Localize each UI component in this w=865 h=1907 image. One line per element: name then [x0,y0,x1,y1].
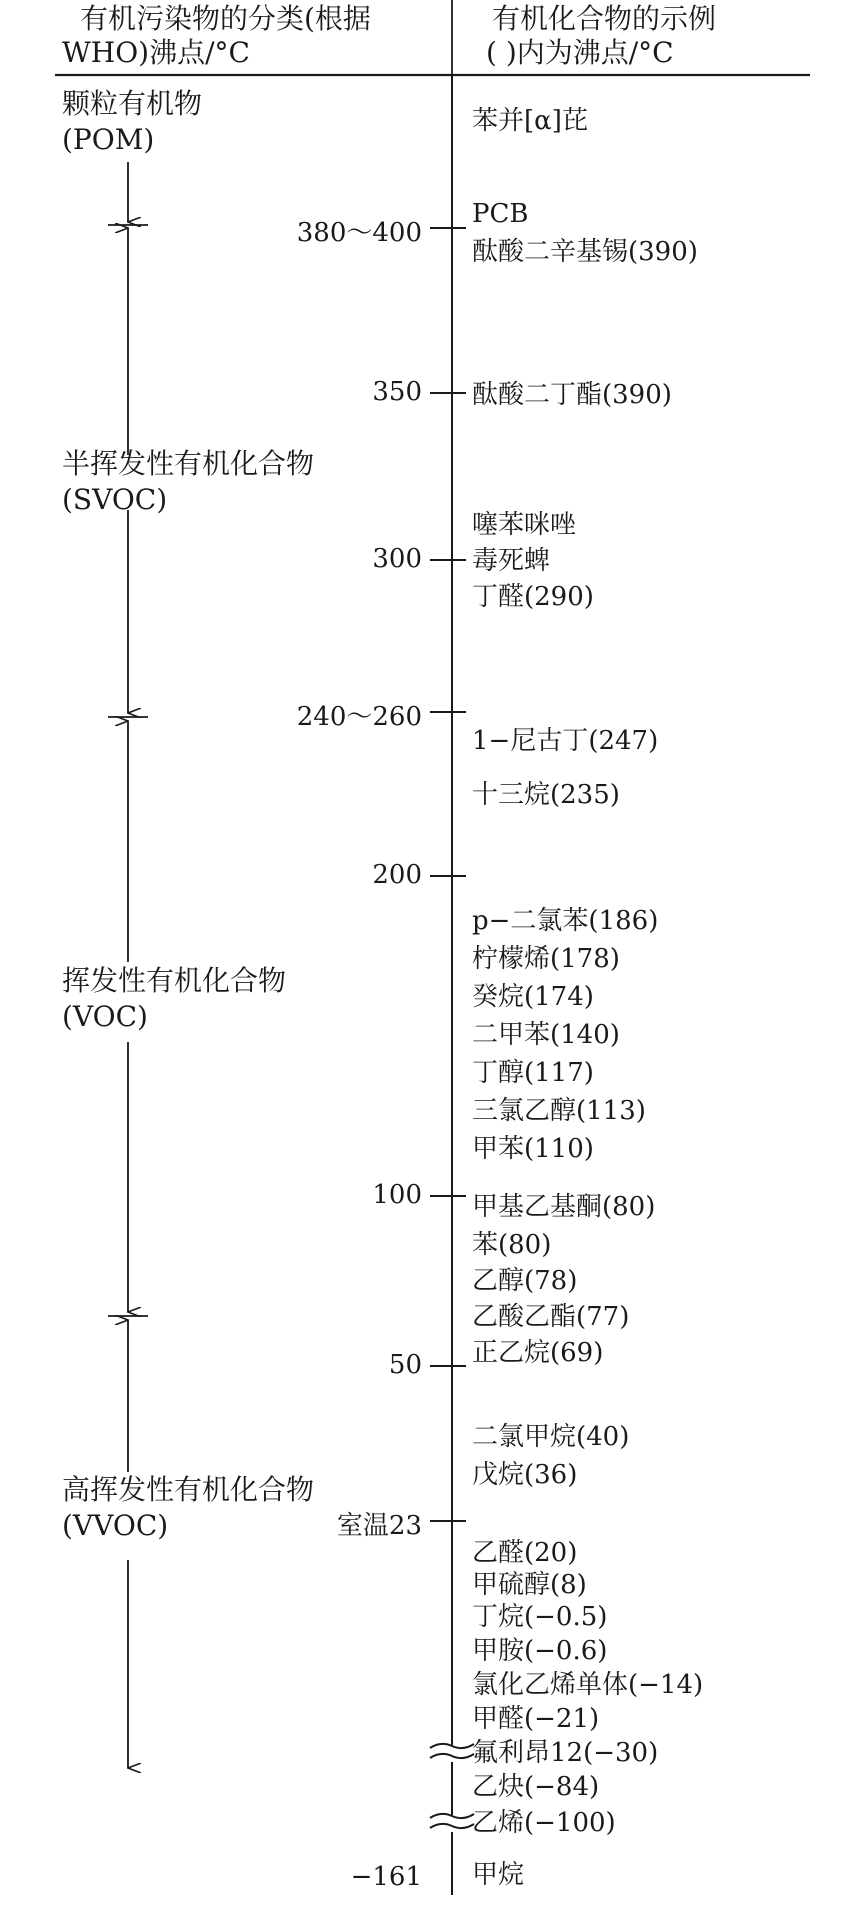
tick-label-200: 200 [372,860,422,890]
header-classification-subtitle: WHO)沸点/°C [62,36,250,69]
compound-item: 1−尼古丁(247) [472,726,659,756]
axis-ticks [430,228,466,1521]
compound-item: 乙酸乙酯(77) [472,1302,630,1332]
compound-item: 戊烷(36) [472,1460,578,1490]
axis-break-1 [430,1744,474,1758]
compound-item: 丁醛(290) [472,582,594,612]
compound-item: 丁醇(117) [472,1058,594,1088]
compound-item: 苯并[α]芘 [472,106,588,136]
header-examples-subtitle: ( )内为沸点/°C [486,36,674,69]
category-pom-name: 颗粒有机物 [62,87,203,120]
compound-item: 正乙烷(69) [472,1338,604,1368]
compound-item: 乙炔(−84) [472,1772,600,1802]
compound-item: 三氯乙醇(113) [472,1096,646,1126]
compound-item: 二甲苯(140) [472,1020,620,1050]
tick-label-100: 100 [372,1180,422,1210]
compound-item: 酞酸二辛基锡(390) [472,237,698,267]
tick-label-300: 300 [372,544,422,574]
compound-item: 甲基乙基酮(80) [472,1192,656,1222]
compound-item: 乙醛(20) [472,1538,578,1568]
compound-item: 甲胺(−0.6) [472,1636,608,1666]
compound-item: 十三烷(235) [472,780,620,810]
category-vvoc-abbr: (VVOC) [62,1509,169,1542]
compound-item: 乙烯(−100) [472,1808,616,1838]
category-voc-abbr: (VOC) [62,1000,148,1033]
category-svoc-abbr: (SVOC) [62,483,168,516]
tick-label-240-260: 240～260 [296,702,422,732]
compound-item: 甲苯(110) [472,1134,594,1164]
compound-item: 毒死蜱 [472,546,551,576]
tick-label-50: 50 [388,1350,422,1380]
header-classification-title: 有机污染物的分类(根据 [80,2,371,35]
compound-item: 噻苯咪唑 [472,510,577,540]
category-pom-abbr: (POM) [62,123,155,156]
category-svoc-name: 半挥发性有机化合物 [62,447,315,480]
compound-item: 甲硫醇(8) [472,1570,587,1600]
compound-item: 苯(80) [472,1230,552,1260]
tick-label-380-400: 380～400 [296,218,422,248]
axis-break-2 [430,1814,474,1828]
compound-item: 丁烷(−0.5) [472,1602,608,1632]
tick-label-minus-161: −161 [350,1862,422,1892]
category-voc-name: 挥发性有机化合物 [62,964,287,997]
compound-item: 酞酸二丁酯(390) [472,380,672,410]
compound-item: 甲醛(−21) [472,1704,600,1734]
compound-item: 癸烷(174) [472,982,594,1012]
compound-item: 氯化乙烯单体(−14) [472,1670,704,1700]
compound-item: 氟利昂12(−30) [472,1738,659,1768]
compound-item: 柠檬烯(178) [472,944,620,974]
compound-item: PCB [472,199,529,229]
tick-label-room-temp: 室温23 [336,1511,422,1541]
tick-label-350: 350 [372,377,422,407]
header-examples-title: 有机化合物的示例 [492,2,717,35]
compound-item: 甲烷 [472,1860,525,1890]
compound-item: p−二氯苯(186) [472,906,659,936]
compound-item: 乙醇(78) [472,1266,578,1296]
category-vvoc-name: 高挥发性有机化合物 [62,1473,315,1506]
compound-item: 二氯甲烷(40) [472,1422,630,1452]
